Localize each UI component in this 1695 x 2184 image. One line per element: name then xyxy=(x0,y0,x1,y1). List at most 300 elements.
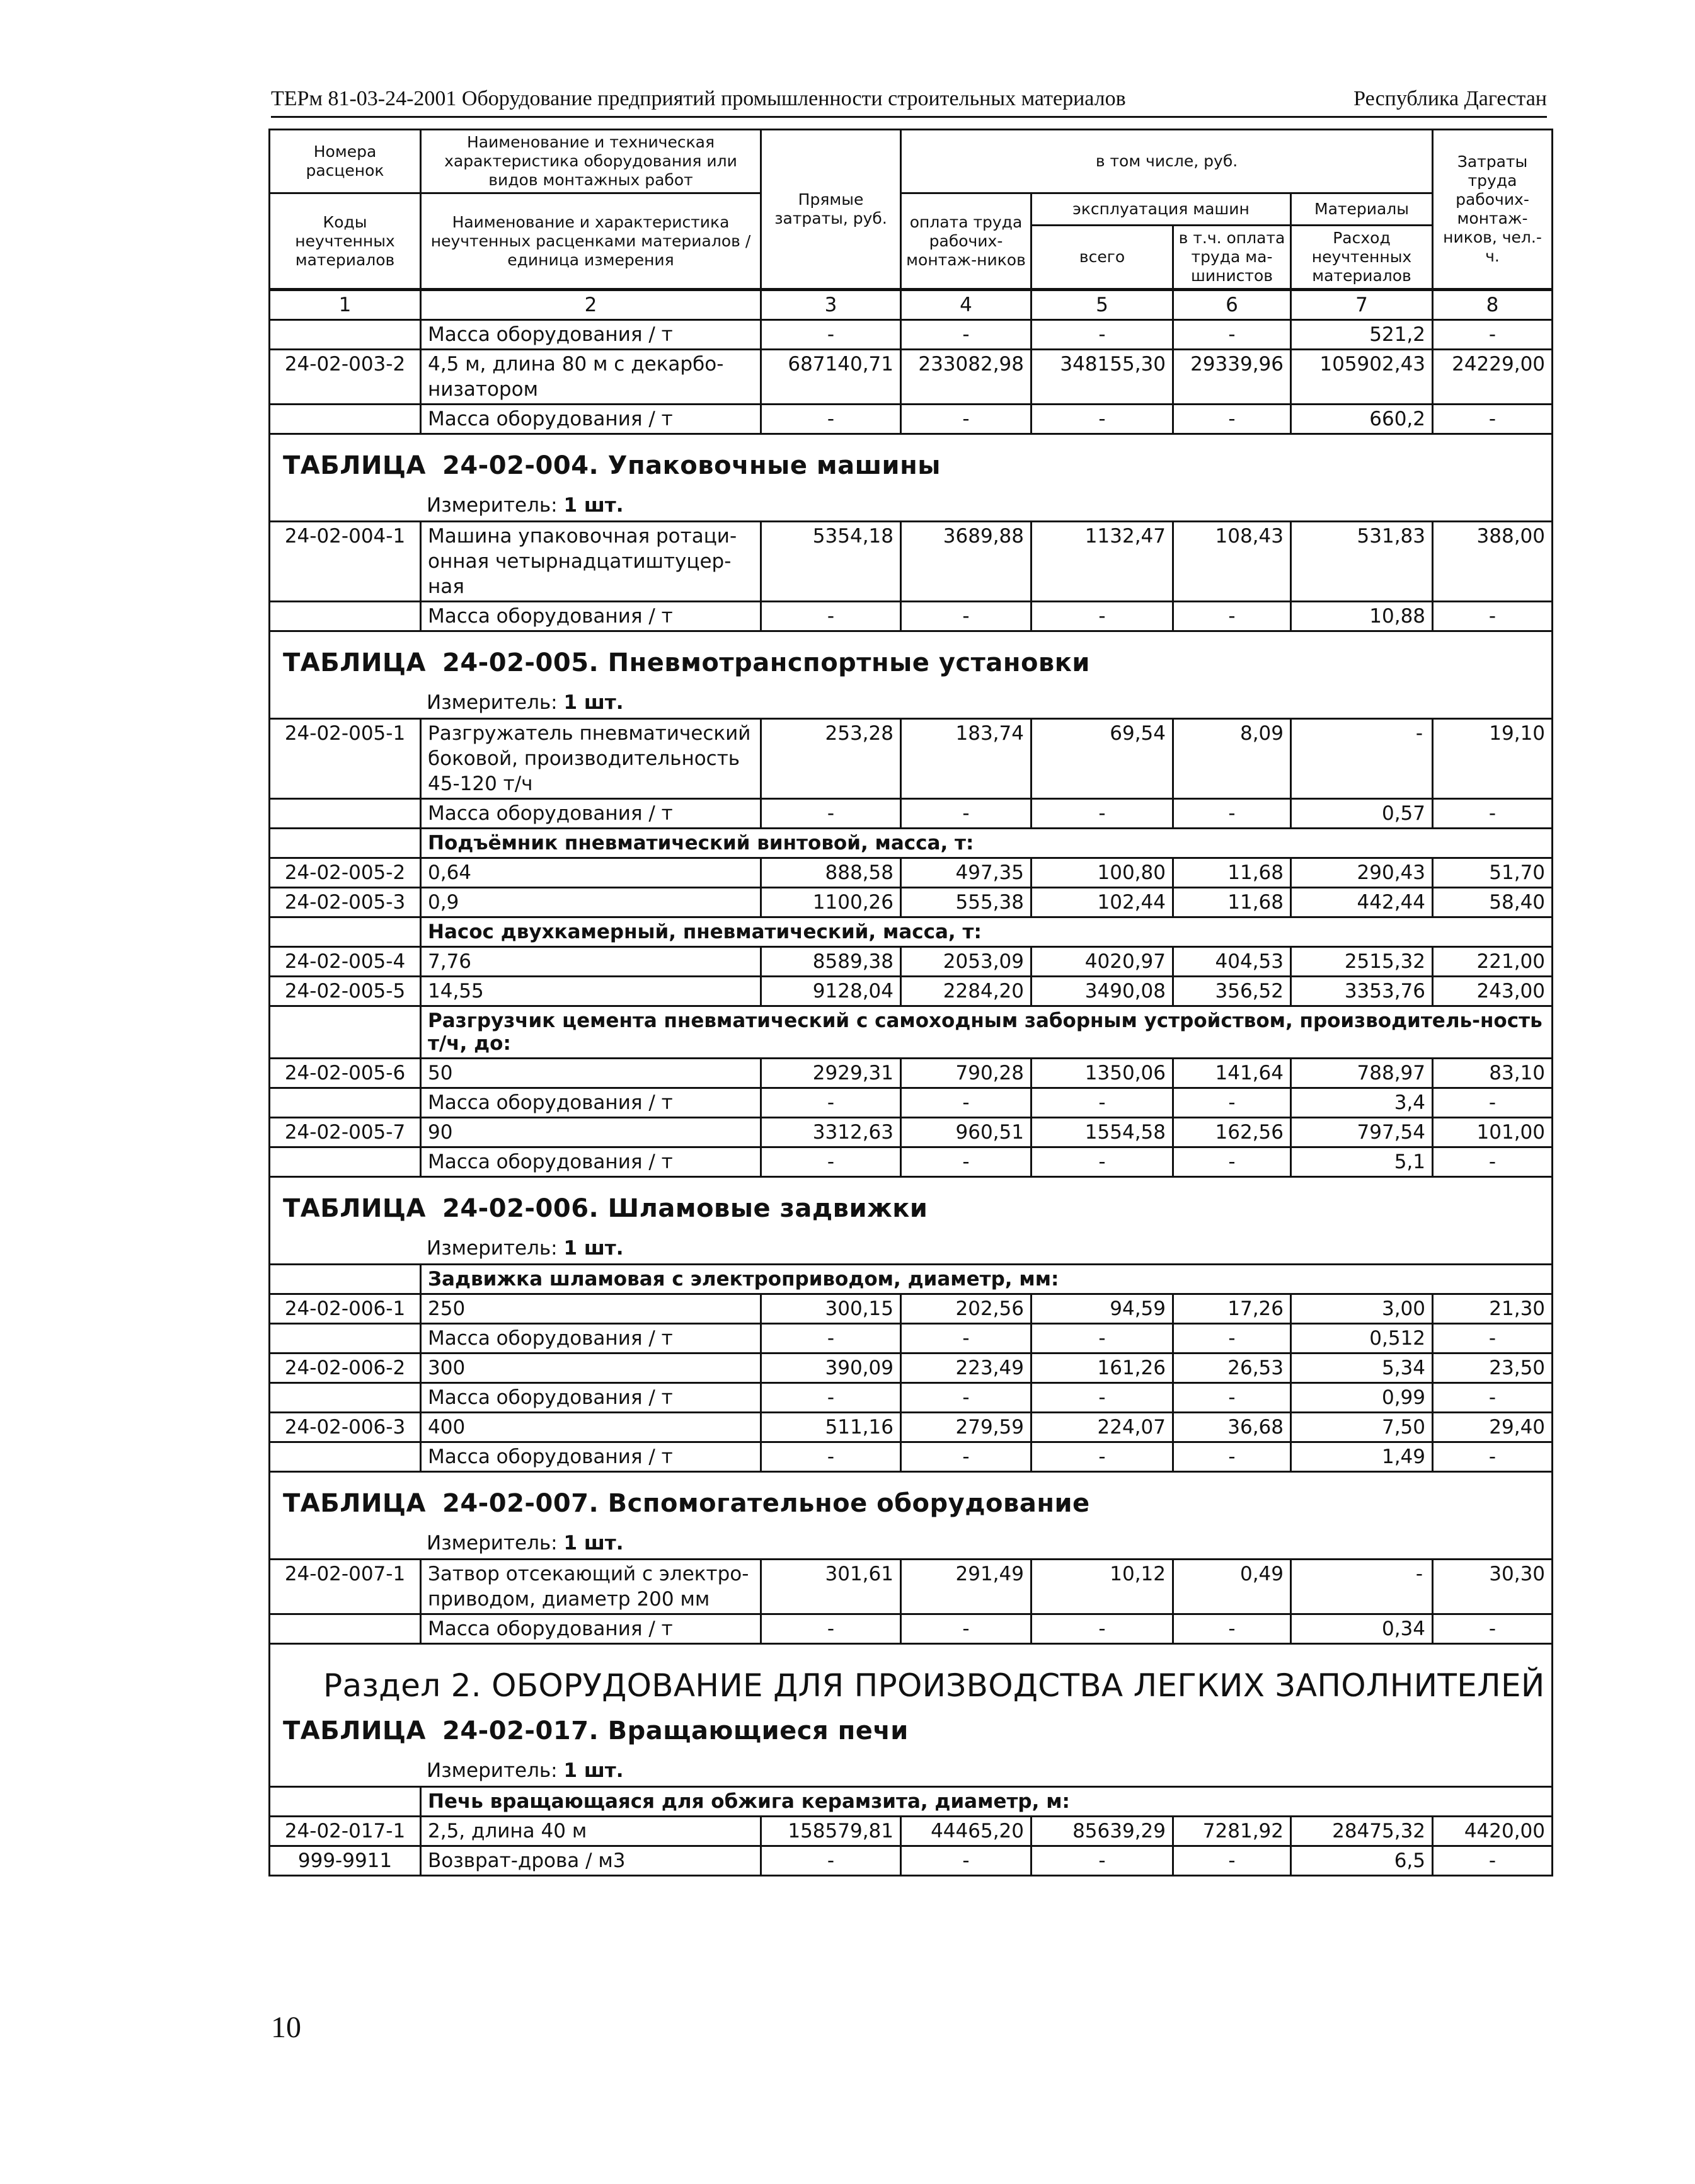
value-cell: 301,61 xyxy=(761,1560,901,1614)
table-heading-row xyxy=(270,434,1553,522)
value-cell: 2284,20 xyxy=(901,977,1031,1006)
rate-code: 24-02-005-1 xyxy=(270,719,421,799)
value-cell: 141,64 xyxy=(1173,1059,1291,1088)
head-materials: Материалы xyxy=(1291,193,1433,226)
value-cell: - xyxy=(1433,1147,1553,1177)
value-cell: - xyxy=(1031,602,1173,631)
table-heading xyxy=(270,434,1553,522)
value-cell: - xyxy=(901,1324,1031,1354)
rate-code: 24-02-017-1 xyxy=(270,1817,421,1846)
value-cell: - xyxy=(761,1147,901,1177)
value-cell: 29339,96 xyxy=(1173,350,1291,405)
group-row xyxy=(270,829,1553,858)
value-cell: 687140,71 xyxy=(761,350,901,405)
rate-code: 24-02-003-2 xyxy=(270,350,421,405)
rate-code: 24-02-007-1 xyxy=(270,1560,421,1614)
mass-row xyxy=(270,1442,1553,1472)
value-cell: - xyxy=(1291,1560,1433,1614)
head-machines: эксплуатация машин xyxy=(1031,193,1291,226)
value-cell: - xyxy=(901,405,1031,434)
rate-code: 999-9911 xyxy=(270,1846,421,1876)
value-cell: 28475,32 xyxy=(1291,1817,1433,1846)
group-row xyxy=(270,1265,1553,1294)
rate-code xyxy=(270,1383,421,1413)
unit-line xyxy=(427,1532,1545,1555)
table-name: Шламовые задвижки xyxy=(607,1194,928,1223)
table-heading-row xyxy=(270,1472,1553,1560)
value-cell: 108,43 xyxy=(1173,522,1291,602)
rate-code: 24-02-006-3 xyxy=(270,1413,421,1442)
table-row xyxy=(270,1354,1553,1383)
table-body xyxy=(270,320,1553,1876)
unit-line xyxy=(427,1759,1545,1782)
value-cell: - xyxy=(1173,1147,1291,1177)
item-name: 4,5 м, длина 80 м с декарбо-низатором xyxy=(421,350,761,405)
value-cell: - xyxy=(1433,320,1553,350)
value-cell: 2053,09 xyxy=(901,947,1031,977)
value-cell: 105902,43 xyxy=(1291,350,1433,405)
value-cell: - xyxy=(901,1846,1031,1876)
value-cell: - xyxy=(1173,1324,1291,1354)
value-cell: - xyxy=(761,602,901,631)
table-heading-row xyxy=(270,631,1553,719)
value-cell: 3490,08 xyxy=(1031,977,1173,1006)
head-machinists-pay: в т.ч. оплата труда ма-шинистов xyxy=(1173,226,1291,290)
rate-code: 24-02-004-1 xyxy=(270,522,421,602)
group-row xyxy=(270,1787,1553,1817)
mass-row xyxy=(270,320,1553,350)
mass-row xyxy=(270,1147,1553,1177)
table-row xyxy=(270,947,1553,977)
value-cell: 388,00 xyxy=(1433,522,1553,602)
table-name: Упаковочные машины xyxy=(607,451,941,480)
column-number: 5 xyxy=(1031,290,1173,320)
value-cell: 94,59 xyxy=(1031,1294,1173,1324)
value-cell: 4020,97 xyxy=(1031,947,1173,977)
value-cell: - xyxy=(901,799,1031,829)
unit-value: 1 шт. xyxy=(563,1237,624,1260)
table-row xyxy=(270,1817,1553,1846)
table-heading xyxy=(270,1177,1553,1265)
unit-line xyxy=(427,1237,1545,1260)
unit-label: Измеритель: xyxy=(427,691,558,714)
value-cell: - xyxy=(761,320,901,350)
unit-label: Измеритель: xyxy=(427,1237,558,1260)
item-name: 0,9 xyxy=(421,888,761,917)
value-cell: - xyxy=(1433,1846,1553,1876)
table-heading-row xyxy=(270,1177,1553,1265)
value-cell: - xyxy=(901,1088,1031,1118)
value-cell: 555,38 xyxy=(901,888,1031,917)
value-cell: 161,26 xyxy=(1031,1354,1173,1383)
value-cell: - xyxy=(761,1614,901,1644)
value-cell: 1350,06 xyxy=(1031,1059,1173,1088)
item-name: Масса оборудования / т xyxy=(421,1324,761,1354)
value-cell: 102,44 xyxy=(1031,888,1173,917)
item-name: 400 xyxy=(421,1413,761,1442)
value-cell: 7,50 xyxy=(1291,1413,1433,1442)
group-spacer xyxy=(270,1006,421,1059)
unit-label: Измеритель: xyxy=(427,1532,558,1555)
value-cell: 390,09 xyxy=(761,1354,901,1383)
item-name: Масса оборудования / т xyxy=(421,1614,761,1644)
value-cell: - xyxy=(1173,1088,1291,1118)
value-cell: 58,40 xyxy=(1433,888,1553,917)
value-cell: 442,44 xyxy=(1291,888,1433,917)
value-cell: 279,59 xyxy=(901,1413,1031,1442)
rate-code xyxy=(270,1088,421,1118)
item-name: 14,55 xyxy=(421,977,761,1006)
value-cell: 10,12 xyxy=(1031,1560,1173,1614)
value-cell: 183,74 xyxy=(901,719,1031,799)
rate-code: 24-02-005-2 xyxy=(270,858,421,888)
head-material-consumption: Расход неучтенных материалов xyxy=(1291,226,1433,290)
value-cell: 497,35 xyxy=(901,858,1031,888)
value-cell: 7281,92 xyxy=(1173,1817,1291,1846)
value-cell: 100,80 xyxy=(1031,858,1173,888)
table-number: 24-02-017. xyxy=(442,1716,599,1745)
unit-value: 1 шт. xyxy=(563,494,624,517)
mass-row xyxy=(270,602,1553,631)
mass-row xyxy=(270,1324,1553,1354)
value-cell: 6,5 xyxy=(1291,1846,1433,1876)
item-name: Возврат-дрова / м3 xyxy=(421,1846,761,1876)
head-including: в том числе, руб. xyxy=(901,130,1433,193)
value-cell: - xyxy=(1173,1614,1291,1644)
column-numbers-row xyxy=(270,290,1553,320)
rate-code xyxy=(270,799,421,829)
column-number: 7 xyxy=(1291,290,1433,320)
value-cell: 0,512 xyxy=(1291,1324,1433,1354)
item-name: Масса оборудования / т xyxy=(421,1383,761,1413)
item-name: Затвор отсекающий с электро-приводом, диаметр 200 мм xyxy=(421,1560,761,1614)
value-cell: 0,49 xyxy=(1173,1560,1291,1614)
value-cell: 3312,63 xyxy=(761,1118,901,1147)
item-name: Масса оборудования / т xyxy=(421,1147,761,1177)
item-name: 300 xyxy=(421,1354,761,1383)
table-title xyxy=(283,1194,1545,1223)
column-number: 8 xyxy=(1433,290,1553,320)
value-cell: 21,30 xyxy=(1433,1294,1553,1324)
value-cell: - xyxy=(1031,1614,1173,1644)
head-name-equipment: Наименование и техническая характеристика оборудования или видов монтажных работ xyxy=(421,130,761,193)
value-cell: 162,56 xyxy=(1173,1118,1291,1147)
table-label: ТАБЛИЦА xyxy=(283,1716,426,1745)
value-cell: 36,68 xyxy=(1173,1413,1291,1442)
value-cell: 9128,04 xyxy=(761,977,901,1006)
value-cell: - xyxy=(1433,602,1553,631)
value-cell: - xyxy=(901,1442,1031,1472)
item-name: 250 xyxy=(421,1294,761,1324)
value-cell: 5,34 xyxy=(1291,1354,1433,1383)
value-cell: - xyxy=(901,1383,1031,1413)
table-row xyxy=(270,888,1553,917)
rate-code xyxy=(270,1614,421,1644)
value-cell: - xyxy=(1031,799,1173,829)
item-name: 7,76 xyxy=(421,947,761,977)
value-cell: - xyxy=(901,1147,1031,1177)
unit-label: Измеритель: xyxy=(427,494,558,517)
table-heading-row xyxy=(270,1644,1553,1787)
value-cell: - xyxy=(1173,799,1291,829)
value-cell: 960,51 xyxy=(901,1118,1031,1147)
value-cell: 19,10 xyxy=(1433,719,1553,799)
unit-value: 1 шт. xyxy=(563,691,624,714)
value-cell: 243,00 xyxy=(1433,977,1553,1006)
table-name: Пневмотранспортные установки xyxy=(607,648,1090,677)
table-label: ТАБЛИЦА xyxy=(283,648,426,677)
table-row xyxy=(270,1560,1553,1614)
item-name: 0,64 xyxy=(421,858,761,888)
table-number: 24-02-007. xyxy=(442,1489,599,1518)
value-cell: - xyxy=(1433,1088,1553,1118)
item-name: Разгружатель пневматический боковой, производительность 45-120 т/ч xyxy=(421,719,761,799)
value-cell: 3,4 xyxy=(1291,1088,1433,1118)
head-material-codes: Коды неучтенных материалов xyxy=(270,193,421,290)
value-cell: 26,53 xyxy=(1173,1354,1291,1383)
mass-row xyxy=(270,1088,1553,1118)
group-spacer xyxy=(270,1265,421,1294)
value-cell: - xyxy=(761,1324,901,1354)
table-row xyxy=(270,719,1553,799)
value-cell: 44465,20 xyxy=(901,1817,1031,1846)
column-number: 4 xyxy=(901,290,1031,320)
value-cell: 10,88 xyxy=(1291,602,1433,631)
table-title xyxy=(283,648,1545,677)
value-cell: 1554,58 xyxy=(1031,1118,1173,1147)
rate-code: 24-02-006-1 xyxy=(270,1294,421,1324)
table-number: 24-02-004. xyxy=(442,451,599,480)
table-row xyxy=(270,977,1553,1006)
value-cell: - xyxy=(1031,1383,1173,1413)
rate-code xyxy=(270,602,421,631)
value-cell: - xyxy=(1031,1147,1173,1177)
table-row xyxy=(270,522,1553,602)
group-spacer xyxy=(270,829,421,858)
column-number: 2 xyxy=(421,290,761,320)
value-cell: - xyxy=(761,1383,901,1413)
group-row xyxy=(270,1006,1553,1059)
rate-code: 24-02-005-5 xyxy=(270,977,421,1006)
value-cell: - xyxy=(1173,602,1291,631)
value-cell: - xyxy=(761,799,901,829)
value-cell: 221,00 xyxy=(1433,947,1553,977)
value-cell: 158579,81 xyxy=(761,1817,901,1846)
value-cell: 202,56 xyxy=(901,1294,1031,1324)
item-name: Масса оборудования / т xyxy=(421,1088,761,1118)
value-cell: - xyxy=(1031,1442,1173,1472)
value-cell: - xyxy=(1173,1846,1291,1876)
table-label: ТАБЛИЦА xyxy=(283,1194,426,1223)
unit-value: 1 шт. xyxy=(563,1532,624,1555)
value-cell: 223,49 xyxy=(901,1354,1031,1383)
value-cell: - xyxy=(1433,1442,1553,1472)
value-cell: - xyxy=(761,1088,901,1118)
value-cell: - xyxy=(1433,1383,1553,1413)
value-cell: - xyxy=(761,1846,901,1876)
page-number: 10 xyxy=(271,2011,301,2044)
item-name: Масса оборудования / т xyxy=(421,405,761,434)
rate-code: 24-02-006-2 xyxy=(270,1354,421,1383)
table-row xyxy=(270,1118,1553,1147)
item-name: Масса оборудования / т xyxy=(421,320,761,350)
region-name: Республика Дагестан xyxy=(1353,87,1547,110)
column-number: 6 xyxy=(1173,290,1291,320)
value-cell: 253,28 xyxy=(761,719,901,799)
mass-row xyxy=(270,405,1553,434)
value-cell: 29,40 xyxy=(1433,1413,1553,1442)
unit-value: 1 шт. xyxy=(563,1759,624,1782)
section-title: Раздел 2. ОБОРУДОВАНИЕ ДЛЯ ПРОИЗВОДСТВА ЛЕГКИХ ЗАПОЛНИТЕЛЕЙ xyxy=(323,1667,1545,1704)
rate-code: 24-02-005-4 xyxy=(270,947,421,977)
value-cell: - xyxy=(1433,1614,1553,1644)
rate-code xyxy=(270,405,421,434)
item-name: Масса оборудования / т xyxy=(421,799,761,829)
value-cell: 348155,30 xyxy=(1031,350,1173,405)
value-cell: - xyxy=(901,602,1031,631)
value-cell: - xyxy=(761,1442,901,1472)
value-cell: - xyxy=(1433,405,1553,434)
value-cell: 24229,00 xyxy=(1433,350,1553,405)
value-cell: - xyxy=(1031,1324,1173,1354)
table-number: 24-02-006. xyxy=(442,1194,599,1223)
value-cell: 1100,26 xyxy=(761,888,901,917)
value-cell: - xyxy=(1173,320,1291,350)
mass-row xyxy=(270,1614,1553,1644)
rate-code: 24-02-005-6 xyxy=(270,1059,421,1088)
head-direct-costs: Прямые затраты, руб. xyxy=(761,130,901,290)
value-cell: 0,57 xyxy=(1291,799,1433,829)
head-labor-costs: Затраты труда рабочих-монтаж-ников, чел.-ч. xyxy=(1433,130,1553,290)
value-cell: 300,15 xyxy=(761,1294,901,1324)
value-cell: 2929,31 xyxy=(761,1059,901,1088)
item-name: 90 xyxy=(421,1118,761,1147)
value-cell: 69,54 xyxy=(1031,719,1173,799)
table-label: ТАБЛИЦА xyxy=(283,1489,426,1518)
value-cell: 1,49 xyxy=(1291,1442,1433,1472)
table-name: Вспомогательное оборудование xyxy=(607,1489,1090,1518)
table-row xyxy=(270,1059,1553,1088)
unit-label: Измеритель: xyxy=(427,1759,558,1782)
group-spacer xyxy=(270,1787,421,1817)
value-cell: 3,00 xyxy=(1291,1294,1433,1324)
value-cell: - xyxy=(1031,320,1173,350)
value-cell: - xyxy=(761,405,901,434)
value-cell: 3353,76 xyxy=(1291,977,1433,1006)
value-cell: 17,26 xyxy=(1173,1294,1291,1324)
rate-code xyxy=(270,1324,421,1354)
value-cell: 0,34 xyxy=(1291,1614,1433,1644)
group-heading: Разгрузчик цемента пневматический с самоходным заборным устройством, производитель-ность т/ч, до: xyxy=(421,1006,1553,1059)
table-title xyxy=(283,1489,1545,1518)
value-cell: 0,99 xyxy=(1291,1383,1433,1413)
value-cell: - xyxy=(1291,719,1433,799)
value-cell: 233082,98 xyxy=(901,350,1031,405)
value-cell: 788,97 xyxy=(1291,1059,1433,1088)
value-cell: 531,83 xyxy=(1291,522,1433,602)
table-heading xyxy=(270,631,1553,719)
rate-code: 24-02-005-7 xyxy=(270,1118,421,1147)
table-title xyxy=(283,1716,1545,1745)
value-cell: 5,1 xyxy=(1291,1147,1433,1177)
column-number: 1 xyxy=(270,290,421,320)
value-cell: - xyxy=(1031,1088,1173,1118)
value-cell: 3689,88 xyxy=(901,522,1031,602)
value-cell: 1132,47 xyxy=(1031,522,1173,602)
item-name: 2,5, длина 40 м xyxy=(421,1817,761,1846)
value-cell: - xyxy=(1173,1383,1291,1413)
table-row xyxy=(270,350,1553,405)
value-cell: 290,43 xyxy=(1291,858,1433,888)
value-cell: 356,52 xyxy=(1173,977,1291,1006)
value-cell: 85639,29 xyxy=(1031,1817,1173,1846)
rate-code xyxy=(270,320,421,350)
value-cell: 4420,00 xyxy=(1433,1817,1553,1846)
value-cell: 291,49 xyxy=(901,1560,1031,1614)
value-cell: - xyxy=(1433,1324,1553,1354)
table-label: ТАБЛИЦА xyxy=(283,451,426,480)
value-cell: 11,68 xyxy=(1173,858,1291,888)
table-heading xyxy=(270,1472,1553,1560)
value-cell: 8589,38 xyxy=(761,947,901,977)
value-cell: 224,07 xyxy=(1031,1413,1173,1442)
table-name: Вращающиеся печи xyxy=(607,1716,909,1745)
value-cell: 5354,18 xyxy=(761,522,901,602)
value-cell: - xyxy=(1031,1846,1173,1876)
item-name: Масса оборудования / т xyxy=(421,602,761,631)
value-cell: 404,53 xyxy=(1173,947,1291,977)
unit-line xyxy=(427,691,1545,714)
value-cell: 2515,32 xyxy=(1291,947,1433,977)
item-name: 50 xyxy=(421,1059,761,1088)
table-row xyxy=(270,858,1553,888)
item-name: Машина упаковочная ротаци-онная четырнадцатиштуцер-ная xyxy=(421,522,761,602)
rate-code xyxy=(270,1442,421,1472)
mass-row xyxy=(270,1383,1553,1413)
group-row xyxy=(270,917,1553,947)
value-cell: 521,2 xyxy=(1291,320,1433,350)
value-cell: 511,16 xyxy=(761,1413,901,1442)
page-header xyxy=(271,74,1547,118)
table-row xyxy=(270,1294,1553,1324)
rates-table xyxy=(268,129,1553,1877)
table-title xyxy=(283,451,1545,480)
value-cell: - xyxy=(901,320,1031,350)
group-spacer xyxy=(270,917,421,947)
value-cell: - xyxy=(1173,1442,1291,1472)
item-name: Масса оборудования / т xyxy=(421,1442,761,1472)
value-cell: 797,54 xyxy=(1291,1118,1433,1147)
head-machines-total: всего xyxy=(1031,226,1173,290)
table-row xyxy=(270,1846,1553,1876)
value-cell: 23,50 xyxy=(1433,1354,1553,1383)
rate-code xyxy=(270,1147,421,1177)
value-cell: 11,68 xyxy=(1173,888,1291,917)
group-heading: Подъёмник пневматический винтовой, масса, т: xyxy=(421,829,1553,858)
value-cell: - xyxy=(901,1614,1031,1644)
document-title: ТЕРм 81-03-24-2001 Оборудование предприятий промышленности строительных материалов xyxy=(271,87,1126,110)
table-number: 24-02-005. xyxy=(442,648,599,677)
value-cell: 790,28 xyxy=(901,1059,1031,1088)
mass-row xyxy=(270,799,1553,829)
group-heading: Печь вращающаяся для обжига керамзита, диаметр, м: xyxy=(421,1787,1553,1817)
value-cell: 660,2 xyxy=(1291,405,1433,434)
unit-line xyxy=(427,494,1545,517)
group-heading: Задвижка шламовая с электроприводом, диаметр, мм: xyxy=(421,1265,1553,1294)
value-cell: - xyxy=(1433,799,1553,829)
value-cell: 8,09 xyxy=(1173,719,1291,799)
group-heading: Насос двухкамерный, пневматический, масса, т: xyxy=(421,917,1553,947)
